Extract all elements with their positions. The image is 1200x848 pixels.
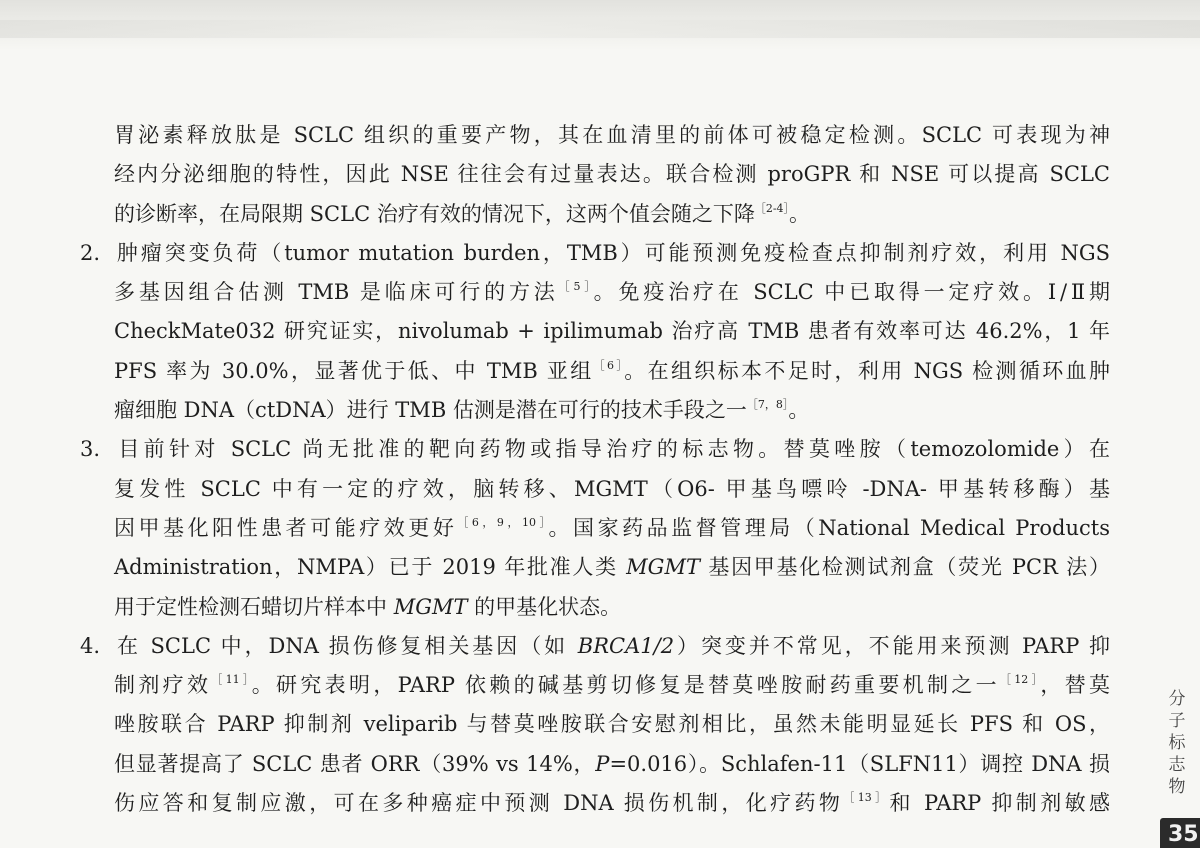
text-line: 经内分泌细胞的特性，因此 NSE 往往会有过量表达。联合检测 proGPR 和 NSE 可以提高 SCLC	[114, 162, 1110, 187]
text-line: 用于定性检测石蜡切片样本中 MGMT 的甲基化状态。	[114, 594, 622, 619]
text-line: 复发性 SCLC 中有一定的疗效，脑转移、MGMT（O6- 甲基鸟嘌呤 -DNA- 甲基转移酶）基	[114, 476, 1110, 501]
gene-name: BRCA1/2	[577, 633, 675, 658]
text-line: CheckMate032 研究证实，nivolumab + ipilimumab 治疗高 TMB 患者有效率可达 46.2%，1 年	[114, 319, 1110, 344]
list-item-3: 3. 目前针对 SCLC 尚无批准的靶向药物或指导治疗的标志物。替莫唑胺（temozolomide）在	[80, 430, 1110, 469]
gene-name: MGMT	[626, 555, 700, 580]
text-line: 但显著提高了 SCLC 患者 ORR（39% vs 14%，P=0.016）。Schlafen-11（SLFN11）调控 DNA 损	[114, 751, 1110, 776]
text-line: 因甲基化阳性患者可能疗效更好$^{[6,9,10]}$。国家药品监督管理局（National Medical Products	[114, 515, 1111, 540]
text-line: 的诊断率，在局限期 SCLC 治疗有效的情况下，这两个值会随之下降$^{[2-4]}$。	[114, 201, 811, 226]
citation: ［2-4］	[754, 201, 790, 215]
document-body	[80, 116, 1110, 823]
text-line: 多基因组合估测 TMB 是临床可行的方法$^{[5]}$。免疫治疗在 SCLC 中已取得一定疗效。Ⅰ/Ⅱ期	[114, 280, 1110, 305]
citation: ［13］	[843, 791, 890, 805]
list-number: 4.	[80, 633, 101, 658]
list-item-4: 4. 在 SCLC 中，DNA 损伤修复相关基因（如 BRCA1/2）突变并不常见，不能用来预测 PARP 抑	[80, 627, 1110, 666]
side-char: 分	[1168, 689, 1186, 709]
citation: ［12］	[999, 673, 1041, 687]
text-line: Administration，NMPA）已于 2019 年批准人类 MGMT 基因甲基化检测试剂盒（荧光 PCR 法）	[114, 555, 1110, 580]
list-item-2: 2. 肿瘤突变负荷（tumor mutation burden，TMB）可能预测免疫检查点抑制剂疗效，利用 NGS	[80, 234, 1110, 273]
text-line: 唑胺联合 PARP 抑制剂 veliparib 与替莫唑胺联合安慰剂相比，虽然未能明显延长 PFS 和 OS，	[114, 712, 1110, 737]
text-line: 伤应答和复制应激，可在多种癌症中预测 DNA 损伤机制，化疗药物$^{[13]}$和 PARP 抑制剂敏感	[114, 791, 1110, 816]
side-char: 子	[1168, 711, 1186, 731]
citation: ［5］	[558, 280, 594, 294]
gene-name: MGMT	[393, 594, 468, 619]
chapter-side-label	[1166, 688, 1188, 798]
citation: ［6，9，10］	[457, 515, 549, 529]
side-char: 标	[1168, 733, 1186, 753]
side-char: 物	[1168, 777, 1186, 797]
text-line: 瘤细胞 DNA（ctDNA）进行 TMB 估测是潜在可行的技术手段之一$^{[7,8]}$。	[114, 398, 810, 423]
side-char: 志	[1168, 755, 1186, 775]
page-number: 35	[1168, 822, 1199, 847]
list-number: 3.	[80, 437, 101, 462]
text-line: 制剂疗效$^{[11]}$。研究表明，PARP 依赖的碱基剪切修复是替莫唑胺耐药重要机制之一$^{[12]}$，替莫	[114, 673, 1111, 698]
list-number: 2.	[80, 240, 101, 265]
citation: ［11］	[211, 673, 252, 687]
text-line: PFS 率为 30.0%，显著优于低、中 TMB 亚组$^{[6]}$。在组织标本不足时，利用 NGS 检测循环血肿	[114, 358, 1111, 383]
citation: ［7，8］	[746, 398, 789, 412]
scan-shade	[0, 20, 1200, 38]
p-value-symbol: P	[595, 751, 610, 776]
text-line: 胃泌素释放肽是 SCLC 组织的重要产物，其在血清里的前体可被稳定检测。SCLC 可表现为神	[114, 123, 1110, 147]
citation: ［6］	[593, 358, 625, 372]
